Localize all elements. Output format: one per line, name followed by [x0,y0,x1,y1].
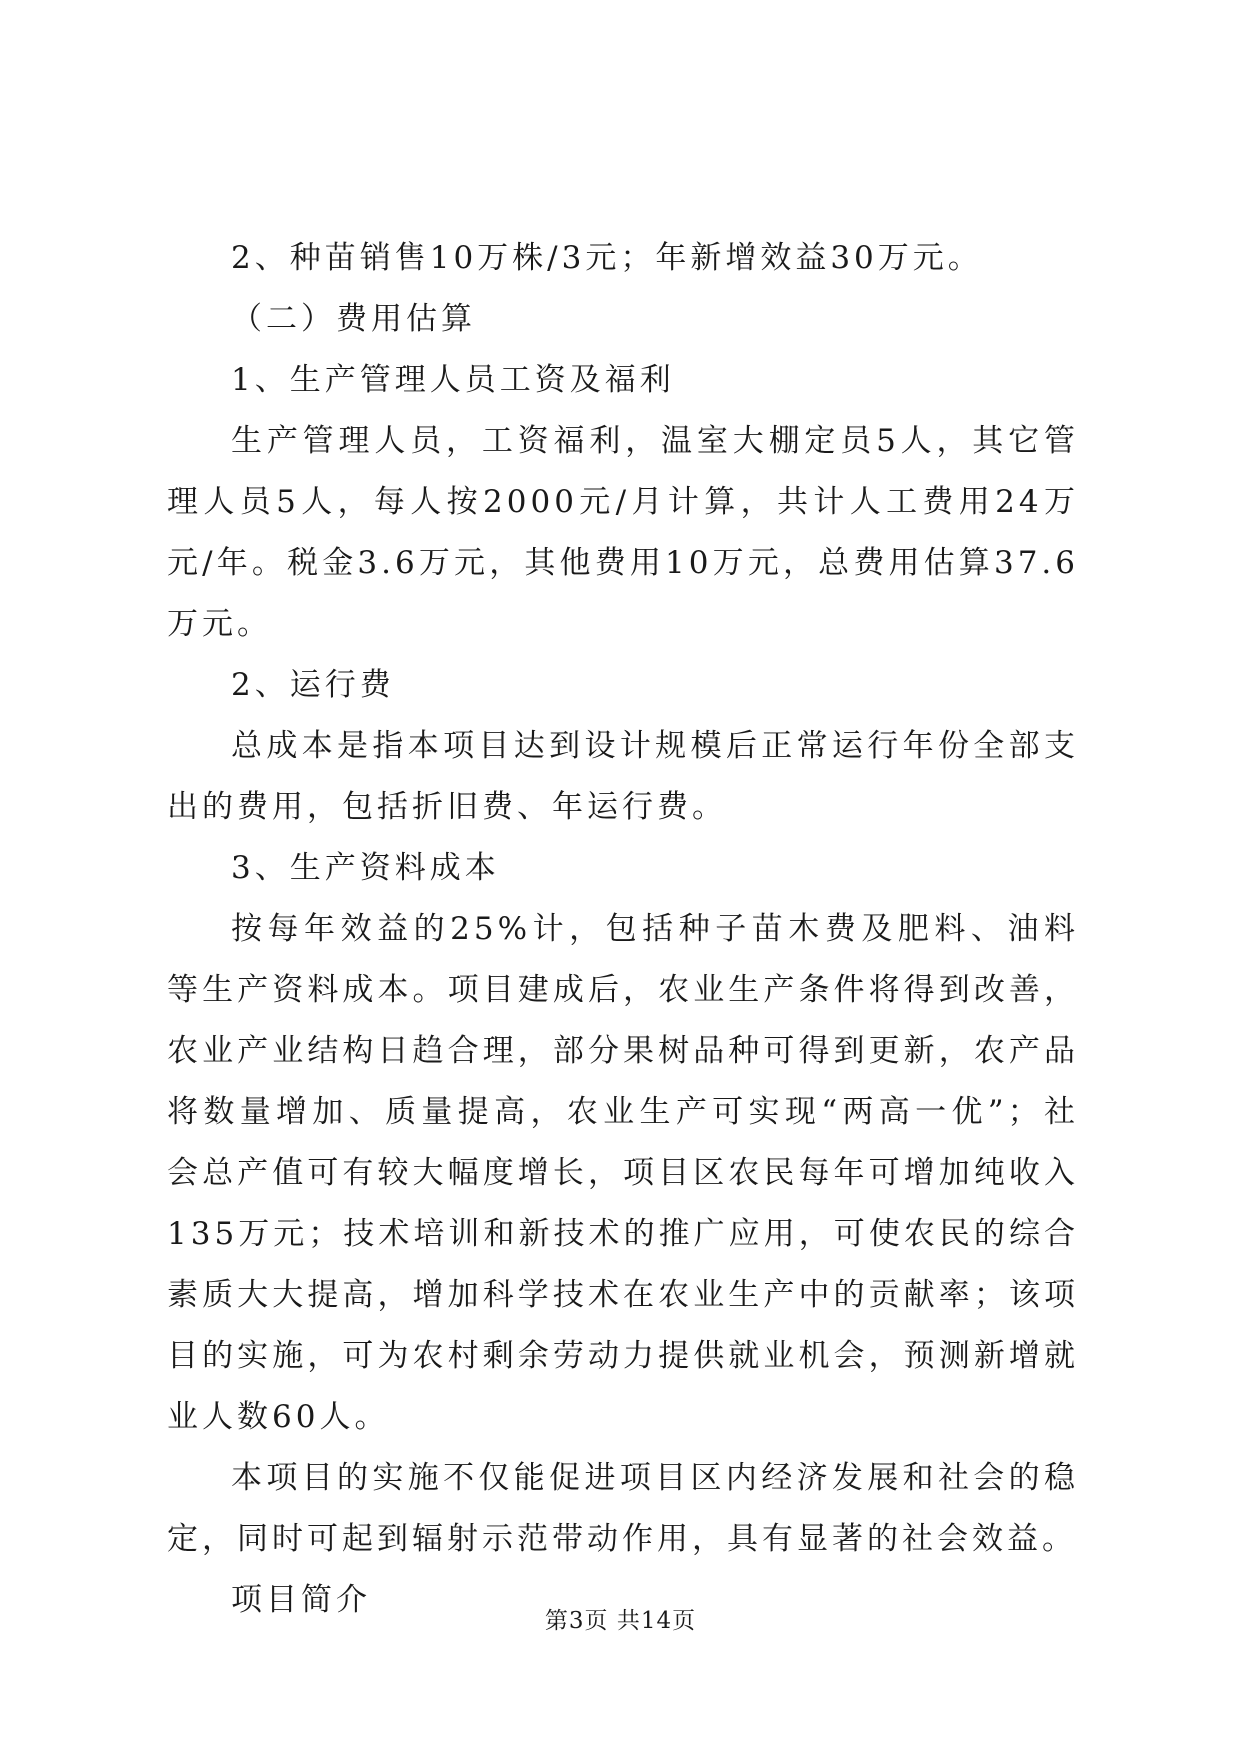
heading-material-cost: 3、生产资料成本 [231,850,500,886]
paragraph-material-cost: 按每年效益的25%计，包括种子苗木费及肥料、油料等生产资料成本。项目建成后，农业生产条件将得到改善，农业产业结构日趋合理，部分果树品种可得到更新，农产品将数量增加、质量提高，农业生产可实现“两高一优”；社会总产值可有较大幅度增长，项目区农民每年可增加纯收入135万元；技术培训和新技术的推广应用，可使农民的综合素质大大提高，增加科学技术在农业生产中的贡献率；该项目的实施，可为农村剩余劳动力提供就业机会，预测新增就业人数60人。 [167,911,1079,1435]
paragraph-seedling-sales: 2、种苗销售10万株/3元；年新增效益30万元。 [231,240,983,276]
heading-operating-cost: 2、运行费 [231,667,395,703]
paragraph-operating-cost: 总成本是指本项目达到设计规模后正常运行年份全部支出的费用，包括折旧费、年运行费。 [167,728,1079,825]
paragraph-staff-wages: 生产管理人员，工资福利，温室大棚定员5人，其它管理人员5人，每人按2000元/月计算，共计人工费用24万元/年。税金3.6万元，其他费用10万元，总费用估算37.6万元。 [167,423,1079,642]
paragraph-social-benefit: 本项目的实施不仅能促进项目区内经济发展和社会的稳定，同时可起到辐射示范带动作用，具有显著的社会效益。 [167,1460,1079,1557]
document-body [167,228,1079,1631]
page-number: 第3页 共14页 [544,1608,697,1634]
heading-staff-wages: 1、生产管理人员工资及福利 [231,362,675,398]
heading-project-intro: 项目简介 [231,1582,371,1618]
heading-cost-estimate: （二）费用估算 [231,301,476,337]
